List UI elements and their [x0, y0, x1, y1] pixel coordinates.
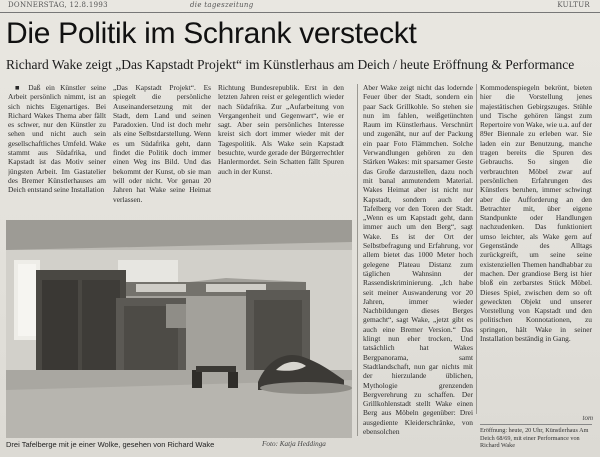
article-column-3: Richtung Bundesrepublik. Erst in den letzten Jahren reist er gelegentlich wieder nach Südafrika. Zur „Aufarbeitung von Vergangenheit und Gegenwart“, wie er sagt. Aber sein persönliches Interesse kreist sich dort immer wieder mit der Tagespolitik. Als Wake sein Kapstadt besuchte, wurde gerade der Bürgerrechtler Hanlermordet. Sein Schatten fällt Spuren auch in der Kunst.	[218, 83, 344, 176]
article-column-2: „Das Kapstadt Projekt“. Es spiegelt die persönliche Auseinandersetzung mit der Stadt, dem Land und seinen Paradoxien. Und ist doch mehr als eine Selbstdarstellung. Wenn es um Südafrika geht, dann findet die Politik doch immer einen Weg ins Bild. Und das bekommt der Kunst, ob sie man will oder nicht. Vor genau 20 Jahren hat Wake seine Heimat verlassen.	[113, 83, 211, 204]
issue-date: DONNERSTAG, 12.8.1993	[8, 1, 108, 9]
section-name: KULTUR	[557, 1, 590, 9]
photo-caption: Drei Tafelberge mit je einer Wolke, gesehen von Richard Wake	[6, 440, 215, 449]
author-signature: tom	[582, 414, 593, 422]
article-column-1: ■ Daß ein Künstler seine Arbeit persönlich nimmt, ist an sich nichts Eigenartiges. Bei Richard Wakes Thema aber fällt es schwer, nur den Künstler zu sehen und nicht auch sein gesellschaftliches Umfeld. Wake stammt aus Südafrika, und Kapstadt ist das Motiv seiner jüngsten Arbeit. Im Gastatelier des Bremer Künstlerhauses am Deich entstand seine Installation	[8, 83, 106, 223]
photo-credit: Foto: Katja Heddinga	[262, 440, 326, 448]
column-divider	[476, 84, 477, 414]
article-column-5: Kommodenspiegeln bekrönt, bieten hier die Vorstellung jenes majestätischen Gebirgszuges. Stühle und Tische gehören längst zum Repertoire von Wake, wie u.a. auf der 89er Biennale zu erleben war. Sie laden ein zur Benutzung, manche tragen bereits die Spuren des Gebrauchs. So singen die verbrauchten Möbel zwar auf persönlichen Erfahrungen des Künstlers beruhen, immer schwingt aber die Aufforderung an den Betrachter mit, über eigene Standpunkte oder Handlungen nachzudenken. Das funktioniert umso leichter, als Wake gern auf Gegenstände des Alltags zurückgreift, um seine seine existenziellen Themen handhabbar zu machen. Der grandiose Berg ist hier bloß ein zerbarstes Stück Möbel. Dieses Spiel, zwischen dem so oft geweckten Objekt und unserer Vorstellung von Kapstadt und den politischen Konnotationen, zu springen, hält Wake in seiner Installation beständig in Gang.	[480, 83, 592, 344]
header-strip	[0, 0, 600, 13]
newspaper-name: die tageszeitung	[190, 1, 254, 9]
installation-photo-illustration	[6, 220, 352, 438]
headline: Die Politik im Schrank versteckt	[6, 17, 417, 50]
subheadline: Richard Wake zeigt „Das Kapstadt Projekt“ im Künstlerhaus am Deich / heute Eröffnung & Performance	[6, 57, 575, 72]
event-info: Eröffnung: heute, 20 Uhr, Künstlerhaus Am Deich 68/69, mit einer Performance von Richard Wake	[480, 424, 592, 450]
column-divider	[357, 84, 358, 436]
article-column-4: Aber Wake zeigt nicht das lodernde Feuer über der Stadt, sondern ein paar Sack Grillkohle. So stehen sie nun im fahlen, weißgetünchten Raum im Künstlerhaus. Verschnürt und zugenäht, nur auf der Packung ein paar Foto Flämmchen. Solche Verwandlungen gehören zu den Stärken Wakes: mit sparsamer Geste das Große darzustellen, dazu noch mit banal anmutendem Material. Wakes Heimat aber ist nicht nur Kapstadt, sondern auch der Tafelberg vor den Toren der Stadt. „Wenn es um Kapstadt geht, dann immer auch um den Berg“, sagt Wake. Es ist der Ort der Selbstbefragung und Erfahrung, vor allem bietet das 1000 Meter hoch gelegene Plateau Distanz zum täglichen Wahnsinn der Rassendiskriminierung. „Ich habe seit meiner Auswanderung vor 20 Jahren, immer wieder Nachbildungen dieses Berges gemacht“, sagt Wake, „jetzt gibt es auch eine Bremer Version.“ Das klingt nun eher trocken, Und tatsächlich hat Wakes Bergpanorama, samt Stadtlandschaft, nun gar nichts mit der hierzulande üblichen, Mythologie grenzenden Bergverehrung zu schaffen. Der Grillkohlenstadt stellt Wake einen Berg aus Möbeln gegenüber: Drei ausgediente Kleiderschränke, von ebensolchen	[363, 83, 473, 436]
installation-photo	[6, 220, 352, 438]
